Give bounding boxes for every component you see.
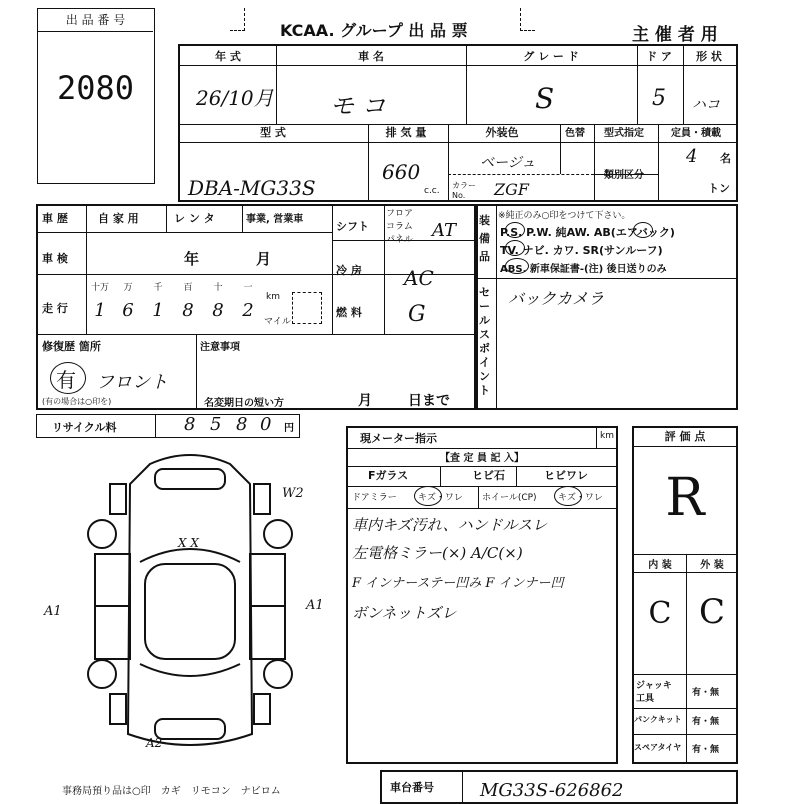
digit-label: 十万 [90, 283, 109, 293]
car-body-outline [128, 455, 252, 745]
grade-label: グ レ ー ド [523, 50, 579, 63]
shift-label: シフト [336, 220, 369, 233]
model-label: 型 式 [260, 126, 286, 139]
mileage-digit: 8 [212, 300, 224, 321]
corner-mark [520, 8, 535, 31]
recycle-label: リサイクル料 [52, 421, 117, 434]
equipment-check [505, 258, 529, 274]
doors-value: 5 [652, 86, 666, 111]
puncture-label: パンクキット [634, 715, 682, 724]
color-no-label: カラー No. [452, 181, 476, 200]
door-label: ド ア [646, 50, 672, 63]
equipment-side-label: 装 備 品 [479, 214, 490, 263]
inspection-month: 月 [256, 250, 272, 268]
ac-value: AC [404, 266, 434, 290]
rental-use: レ ン タ [174, 212, 215, 225]
mile-unit: マイル [264, 317, 291, 327]
mileage-digit: 6 [122, 300, 134, 321]
puncture-value: 有・無 [692, 717, 720, 727]
meter-label: 現メーター指示 [360, 432, 437, 445]
fuel-label: 燃 料 [336, 306, 362, 319]
repair-label: 修復歴 箇所 [42, 340, 101, 353]
organizer-label: 主 催 者 用 [632, 25, 718, 45]
damage-mark-w2: W2 [282, 486, 304, 501]
shift-floor: フロア [386, 209, 414, 219]
shift-panel: パネル [386, 235, 414, 245]
lot-number: 2080 [56, 69, 135, 107]
mirror-options: キズ・ワレ [418, 493, 463, 503]
capacity-unit: 名 [720, 152, 731, 165]
recycle-digit: 8 [236, 414, 248, 435]
shift-column: コラム [386, 222, 413, 232]
recycle-digit: 5 [210, 414, 222, 435]
yen-unit: 円 [284, 423, 294, 434]
color-value: ベージュ [480, 155, 536, 171]
exterior-label: 外 装 [700, 560, 724, 571]
lot-number-box [37, 8, 155, 184]
repair-note: (有の場合は○印を) [42, 397, 112, 406]
chassis-label: 車台番号 [390, 781, 434, 794]
glass-label: Fガラス [368, 469, 409, 482]
meter-unit: km [600, 431, 614, 441]
rear-bumper [155, 719, 225, 739]
recycle-digit: 8 [184, 414, 196, 435]
recycle-digit: 0 [260, 414, 272, 435]
mirror-check [414, 486, 442, 506]
color-label: 外装色 [485, 126, 519, 139]
cc-unit: c.c. [424, 186, 440, 196]
notes-label: 注意事項 [200, 342, 240, 353]
damage-mark-a1-right: A1 [306, 598, 324, 613]
interior-label: 内 装 [648, 560, 672, 571]
wheel-label: ホイール(CP) [482, 493, 537, 503]
grade-value: S [535, 82, 555, 115]
equipment-line2: TV. ナビ. カワ. SR(サンルーフ) [500, 244, 663, 257]
displacement-label: 排 気 量 [385, 126, 427, 139]
crack-label: ヒビワレ [544, 469, 588, 482]
damage-mark-a2: A2 [146, 736, 163, 750]
office-note: 事務局預り品は○印 カギ リモコン ナビロム [62, 786, 281, 797]
equipment-check [505, 240, 525, 256]
sales-point-value: バックカメラ [508, 289, 605, 308]
capacity-value: 4 [686, 146, 698, 167]
spare-label: スペアタイヤ [634, 743, 682, 752]
displacement-value: 660 [382, 160, 421, 184]
digit-label: 万 [123, 283, 133, 293]
ac-label: 冷 房 [336, 264, 362, 277]
wheel [88, 660, 116, 688]
inspection-year: 年 [184, 250, 200, 268]
jack-value: 有・無 [692, 688, 720, 698]
equipment-line1: P.S. P.W. 純AW. AB(エアバック) [500, 226, 675, 239]
mileage-label: 走 行 [42, 302, 68, 315]
km-unit: km [266, 292, 280, 302]
digit-label: 百 [183, 283, 193, 293]
rear-glass [140, 664, 240, 676]
wheel-options: キズ・ワレ [558, 493, 603, 503]
capacity-label: 定員・積載 [671, 128, 721, 139]
form-title: KCAA. グループ 出 品 票 [280, 21, 468, 40]
shape-value: ハコ [692, 97, 720, 113]
repair-value: 有 [56, 368, 76, 392]
sales-point-label: セールスポイント [479, 286, 490, 397]
damage-mark-a1-left: A1 [44, 604, 62, 619]
front-bumper [155, 469, 225, 489]
equipment-note: ※純正のみ○印をつけて下さい。 [498, 211, 631, 221]
mileage-digit: 1 [152, 300, 164, 321]
color-change-label: 色替 [565, 128, 585, 139]
designation-label: 型式指定 [604, 128, 644, 139]
digit-label: 一 [243, 283, 253, 293]
business-use: 事業, 営業車 [246, 214, 304, 225]
chip-label: ヒビ石 [472, 469, 505, 482]
mirror-label: ドアミラー [352, 493, 397, 503]
model-value: DBA-MG33S [188, 176, 316, 200]
equipment-line3: ABS. 新車保証書-(注) 後日送りのみ [500, 264, 667, 275]
shape-label: 形 状 [696, 50, 722, 63]
private-use: 自 家 用 [98, 212, 139, 225]
name-value: モ コ [330, 92, 386, 120]
equipment-check [505, 222, 525, 238]
damage-mark-x: X X [178, 536, 199, 550]
name-change-label: 名変期日の短い方 [204, 398, 284, 409]
shift-value: AT [432, 220, 457, 241]
category-label: 類別区分 [604, 170, 644, 181]
name-label: 車 名 [358, 50, 384, 63]
wheel-check [554, 486, 582, 506]
wheel [88, 520, 116, 548]
mileage-digit: 8 [182, 300, 194, 321]
remark-line: 車内キズ汚れ、ハンドルスレ [352, 516, 548, 534]
equipment-check [633, 222, 653, 238]
mileage-grid [86, 280, 262, 324]
exterior-value: C [698, 592, 725, 632]
remark-line: F インナーステー凹み F インナー凹 [352, 576, 564, 591]
remark-line: 左電格ミラー(×) A/C(×) [352, 544, 523, 562]
chassis-value: MG33S-626862 [480, 780, 624, 801]
year-label: 年 式 [215, 50, 241, 63]
lot-number-label: 出 品 番 号 [38, 9, 153, 32]
remark-line: ボンネットズレ [352, 604, 457, 622]
fuel-value: G [408, 302, 426, 327]
spare-value: 有・無 [692, 745, 720, 755]
roof-panel [145, 564, 235, 659]
mileage-digit: 2 [242, 300, 254, 321]
interior-value: C [648, 596, 672, 631]
score-value: R [665, 468, 705, 528]
mile-checkbox[interactable] [292, 292, 322, 324]
color-no-value: ZGF [494, 180, 529, 199]
history-label: 車 歴 [42, 212, 68, 225]
inspection-label: 車 検 [42, 252, 68, 265]
score-label: 評 価 点 [664, 430, 706, 443]
digit-label: 十 [213, 283, 223, 293]
report-label: 【査 定 員 記 入】 [440, 453, 524, 464]
year-value: 26/10月 [196, 86, 274, 110]
name-change-day: 日まで [408, 393, 450, 409]
ton-unit: トン [708, 182, 730, 195]
jack-label: ジャッキ工具 [636, 681, 672, 704]
corner-mark [230, 8, 245, 31]
digit-label: 千 [153, 283, 163, 293]
name-change-month: 月 [358, 393, 372, 409]
mileage-digit: 1 [94, 300, 106, 321]
repair-detail: フロント [96, 372, 168, 393]
windshield [140, 549, 240, 562]
